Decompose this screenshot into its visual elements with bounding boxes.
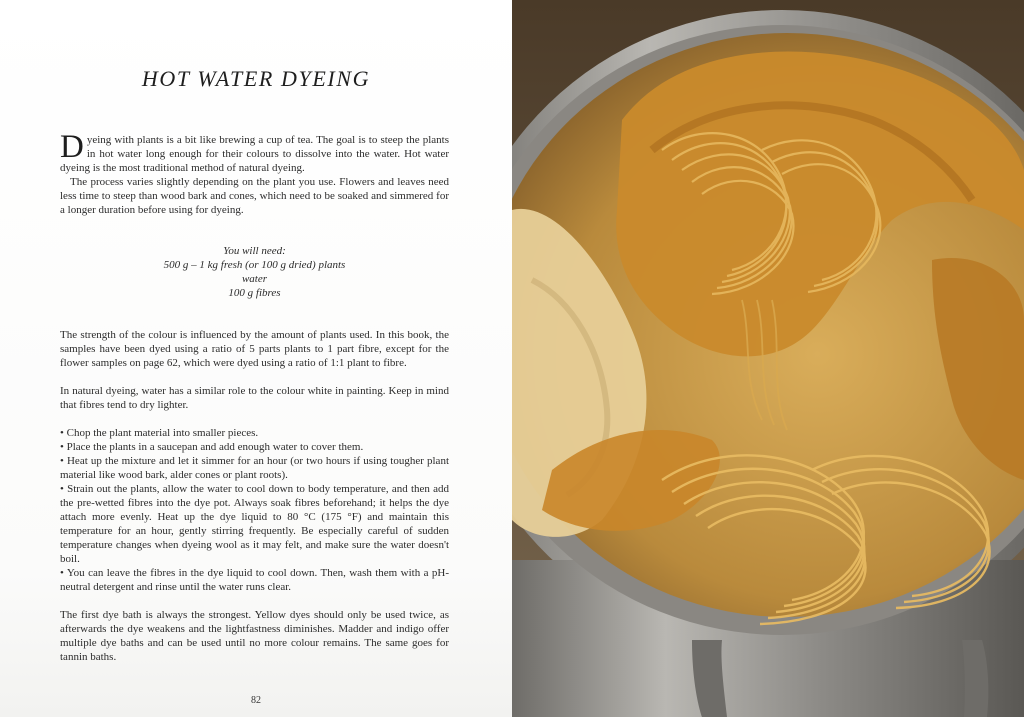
you-will-need bbox=[60, 244, 449, 300]
step-item: • You can leave the fibres in the dye liquid to cool down. Then, wash them with a pH-neutral detergent and rinse until the water runs clear. bbox=[60, 567, 449, 593]
intro-paragraph-1 bbox=[60, 129, 449, 175]
needs-item: 100 g fibres bbox=[228, 287, 281, 299]
pot-handle-right bbox=[962, 640, 988, 717]
dye-pot-photo bbox=[512, 0, 1024, 717]
drop-cap: D bbox=[60, 129, 84, 165]
step-item: • Heat up the mixture and let it simmer for an hour (or two hours if using tougher plant material like wood bark, alder cones or plant roots). bbox=[60, 455, 449, 481]
intro-paragraph-1-text: yeing with plants is a bit like brewing a cup of tea. The goal is to steep the plants in hot water long enough for their colours to dissolve into the water. Hot water dyeing is the most traditional method of natural dyeing. bbox=[60, 134, 449, 174]
main-text bbox=[60, 328, 449, 664]
dye-pot-illustration bbox=[512, 0, 1024, 717]
page-number: 82 bbox=[251, 695, 261, 706]
you-will-need-heading: You will need: bbox=[223, 245, 286, 257]
page-title: HOT WATER DYEING bbox=[141, 66, 371, 91]
main-paragraph-3: The first dye bath is always the strongest. Yellow dyes should only be used twice, as afterwards the dye weakens and the lightfastness diminishes. Madder and indigo offer multiple dye baths and can be used until no more colour remains. The same goes for tannin baths. bbox=[60, 609, 449, 663]
needs-item: 500 g – 1 kg fresh (or 100 g dried) plants bbox=[163, 259, 346, 271]
needs-item: water bbox=[241, 273, 268, 285]
main-paragraph-2: In natural dyeing, water has a similar role to the colour white in painting. Keep in mind that fibres tend to dry lighter. bbox=[60, 385, 449, 411]
main-paragraph-1: The strength of the colour is influenced by the amount of plants used. In this book, the samples have been dyed using a ratio of 5 parts plants to 1 part fibre, except for the flower samples on page 62, which were dyed using a ratio of 1:1 plant to fibre. bbox=[60, 329, 449, 369]
step-item: • Place the plants in a saucepan and add enough water to cover them. bbox=[60, 441, 364, 453]
intro-text bbox=[60, 129, 449, 217]
intro-paragraph-2: The process varies slightly depending on the plant you use. Flowers and leaves need less time to steep than wood bark and cones, which need to be soaked and simmered for a longer duration before using for dyeing. bbox=[60, 176, 449, 216]
left-page bbox=[0, 0, 512, 717]
step-item: • Strain out the plants, allow the water to cool down to body temperature, and then add the pre-wetted fibres into the dye pot. Always soak fibres beforehand; it helps the dye attach more evenly. Heat up the dye liquid to 80 °C (175 °F) and maintain this temperature for an hour, gently stirring frequently. Be especially careful of sudden temperature changes when dyeing wool as it may felt, and make sure the water doesn't boil. bbox=[60, 483, 449, 565]
step-item: • Chop the plant material into smaller pieces. bbox=[60, 427, 259, 439]
